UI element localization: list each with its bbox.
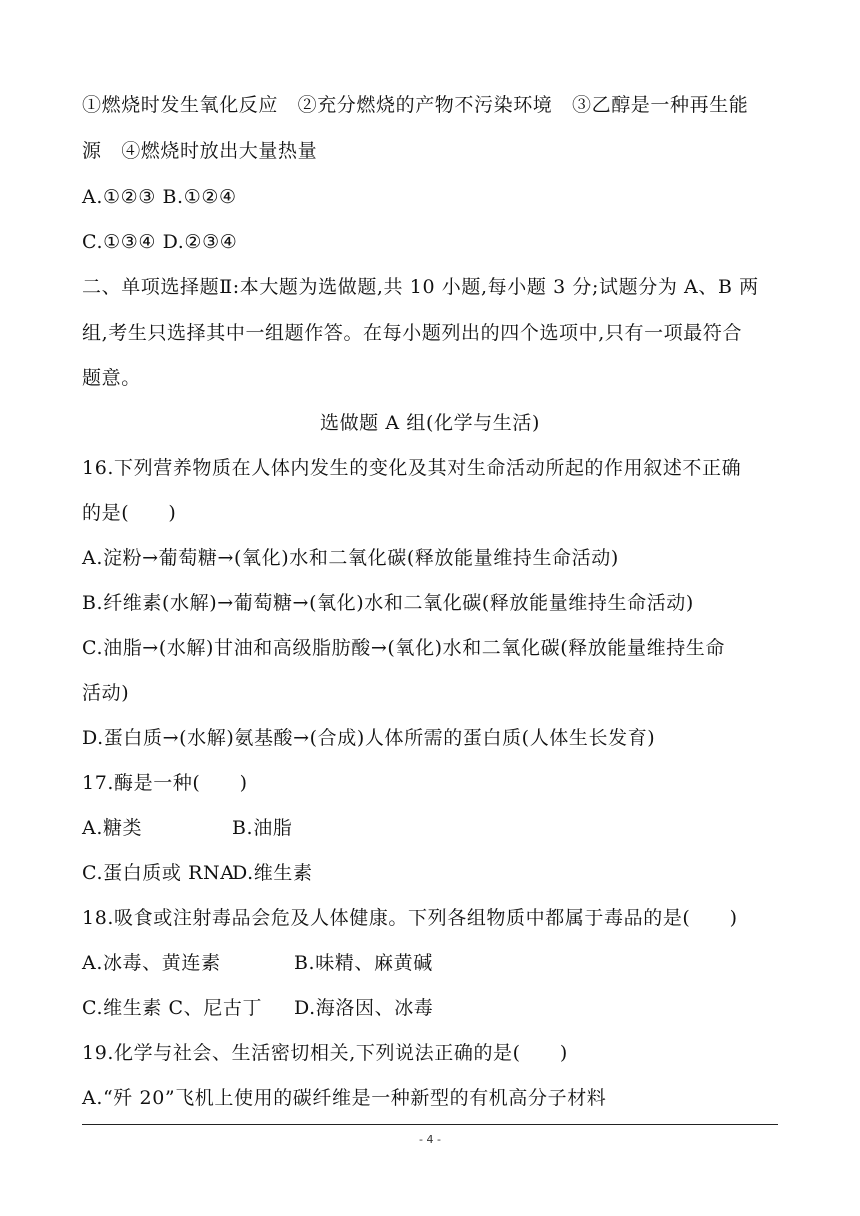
- option-b: B.油脂: [232, 817, 293, 839]
- question-17: 17.酶是一种( ): [82, 772, 248, 794]
- option-c: C.油脂→(水解)甘油和高级脂肪酸→(氧化)水和二氧化碳(释放能量维持生命: [82, 637, 726, 659]
- text-line: C.①③④ D.②③④: [82, 231, 238, 253]
- option-a: A.淀粉→葡萄糖→(氧化)水和二氧化碳(释放能量维持生命活动): [82, 547, 619, 569]
- option-row: [82, 859, 782, 887]
- text-line: 活动): [82, 682, 130, 704]
- option-a: A.糖类: [82, 817, 143, 839]
- option-row: [82, 994, 782, 1022]
- option-b: B.味精、麻黄碱: [294, 952, 433, 974]
- option-a: A.“歼 20”飞机上使用的碳纤维是一种新型的有机高分子材料: [82, 1087, 607, 1109]
- option-c: C.维生素 C、尼古丁: [82, 997, 263, 1019]
- footer-divider: [82, 1124, 778, 1125]
- option-d: D.海洛因、冰毒: [294, 997, 434, 1019]
- text-line: ①燃烧时发生氧化反应 ②充分燃烧的产物不污染环境 ③乙醇是一种再生能: [82, 94, 749, 116]
- text-line: 题意。: [82, 367, 141, 389]
- question-19: 19.化学与社会、生活密切相关,下列说法正确的是( ): [82, 1042, 568, 1064]
- option-a: A.冰毒、黄连素: [82, 952, 221, 974]
- option-d: D.维生素: [232, 862, 313, 884]
- question-16: 16.下列营养物质在人体内发生的变化及其对生命活动所起的作用叙述不正确: [82, 457, 742, 479]
- option-c: C.蛋白质或 RNA: [82, 862, 235, 884]
- text-line: 源 ④燃烧时放出大量热量: [82, 140, 318, 162]
- text-line: 组,考生只选择其中一组题作答。在每小题列出的四个选项中,只有一项最符合: [82, 322, 743, 344]
- option-row: [82, 949, 782, 977]
- text-line: A.①②③ B.①②④: [82, 186, 237, 208]
- text-line: 的是( ): [82, 502, 177, 524]
- option-row: [82, 814, 782, 842]
- option-b: B.纤维素(水解)→葡萄糖→(氧化)水和二氧化碳(释放能量维持生命活动): [82, 592, 694, 614]
- option-d: D.蛋白质→(水解)氨基酸→(合成)人体所需的蛋白质(人体生长发育): [82, 727, 656, 749]
- group-title: 选做题 A 组(化学与生活): [319, 412, 541, 434]
- page-number: - 4 -: [419, 1133, 441, 1146]
- question-18: 18.吸食或注射毒品会危及人体健康。下列各组物质中都属于毒品的是( ): [82, 907, 738, 929]
- section-heading: 二、单项选择题Ⅱ:本大题为选做题,共 10 小题,每小题 3 分;试题分为 A、B 两: [82, 276, 759, 298]
